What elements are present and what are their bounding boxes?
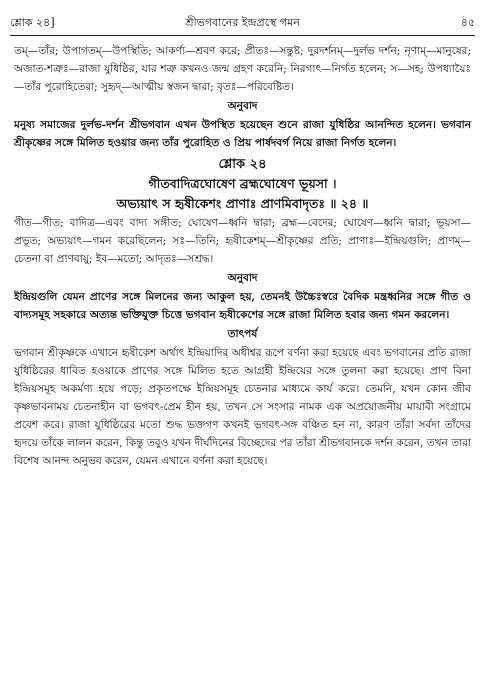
verse-reference: শ্লোক ২৪] <box>10 16 55 29</box>
header-rule <box>10 35 475 36</box>
verse-heading: শ্লোক ২৪ <box>218 157 267 172</box>
verse-line-2: অভ্যয়াৎ স হৃষীকেশং প্রাণাঃ প্রাণমিবাদৃতঃ ॥ ২৪ ॥ <box>116 196 369 211</box>
chapter-title: শ্রীভগবানের ইন্দ্রপ্রস্থে গমন <box>185 16 300 29</box>
purport-text: ভগবান শ্রীকৃষ্ণকে এখানে হৃষীকেশ অর্থাৎ ইন্দ্রিয়াদির অধীশ্বর রূপে বর্ণনা করা হয়েছে এবং ভগবানের প্রতি রাজা যুধিষ্ঠিরের ধাবিত হওয়াকে প্রাণের সঙ্গে মিলিত হতে আগ্রহী ইন্দ্রিয়ের সঙ্গে তুলনা করা হয়েছে। প্রাণ বিনা ইন্দ্রিয়সমূহ অকর্মণ্য হয়ে পড়ে; প্রকৃতপক্ষে ইন্দ্রিয়সমূহ চেতনার মাধ্যমে কার্য করে। তেমনি, যখন কোন জীব কৃষ্ণভাবনাময় চেতনাহীন বা ভগবৎ-প্রেম হীন হয়, তখন সে সংসার নামক এক অপ্রয়োজনীয় মায়াবী সংগ্রামে প্রবেশ করে। রাজা যুধিষ্ঠিরের মতো শুদ্ধ ভক্তগণ কখনই ভগবৎ-সঙ্গ বঞ্চিত হন না, কারণ তাঁরা সর্বদা তাঁদের হৃদয়ে তাঁকে লালন করেন, কিন্তু তবুও যখন দীর্ঘদিনের বিচ্ছেদের পর তাঁরা শ্রীভগবানকে দর্শন করেন, তখন তারা বিশেষ আনন্দ অনুভব করেন, যেমন এখানে বর্ণনা করা হয়েছে। <box>14 347 471 467</box>
synonyms-verse-24: গীত—গীত; বাদিত্র—এবং বাদ্য সঙ্গীত; ঘোষেণ—ধ্বনি দ্বারা; ব্রহ্ম—বেদের; ঘোষেণ—ধ্বনি দ্বারা; ভূয়সা—প্রভূত; অভ্যয়াৎ—গমন করেছিলেন; সঃ—তিনি; হৃষীকেশম্‌—শ্রীকৃষ্ণের প্রতি; প্রাণাঃ—ইন্দ্রিয়গুলি; প্রাণম্‌—চেতনা বা প্রাণবায়ু; ইব—মতো; আদৃতঃ—সশ্রদ্ধ। <box>14 217 471 265</box>
translation-heading: অনুবাদ <box>227 100 258 112</box>
translation-verse-24: ইন্দ্রিয়গুলি যেমন প্রাণের সঙ্গে মিলনের জন্য আকুল হয়, তেমনই উচ্চৈঃস্বরে বৈদিক মন্ত্রধ্বনির সঙ্গে গীত ও বাদ্যসমূহ সহকারে অত্যন্ত ভক্তিযুক্ত চিত্তে ভগবান হৃষীকেশের সঙ্গে রাজা মিলিত হবার জন্য গমন করলেন। <box>14 291 471 321</box>
verse-line-1: গীতবাদিত্রঘোষেণ ব্রহ্মঘোষেণ ভূয়সা । <box>148 176 337 191</box>
running-header <box>10 8 475 36</box>
page-body <box>14 42 471 470</box>
translation-verse-23: মনুষ্য সমাজের দুর্লভ-দর্শন শ্রীভগবান এখন উপস্থিত হয়েছেন শুনে রাজা যুধিষ্ঠির আনন্দিত হলেন। ভগবান শ্রীকৃষ্ণের সঙ্গে মিলিত হওয়ার জন্য তাঁর পুরোহিত ও প্রিয় পার্ষদবর্গ নিয়ে রাজা নির্গত হলেন। <box>14 119 471 149</box>
translation-heading: অনুবাদ <box>227 272 258 284</box>
synonyms-verse-23: তম্‌—তাঁর; উপাগতম্‌—উপস্থিতি; আকর্ণ্য—শ্রবণ করে; প্রীতঃ—সন্তুষ্ট; দুরদর্শনম্‌—দুর্লভ দর্শন; নৃণাম্‌—মানুষের; অজাত-শত্রুঃ—রাজা যুধিষ্ঠির, যার শত্রু কখনও জন্ম গ্রহণ করেনি; নিরগাৎ—নির্গত হলেন; স—সহ; উপধ্যায়ৈঃ—তাঁর পুরোহিতেরা; সুহৃদ্‌—আত্মীয় স্বজন দ্বারা; বৃতঃ—পরিবেষ্টিত। <box>14 45 471 93</box>
page-number: ৪৫ <box>460 16 475 29</box>
purport-heading: তাৎপর্য <box>227 328 258 340</box>
